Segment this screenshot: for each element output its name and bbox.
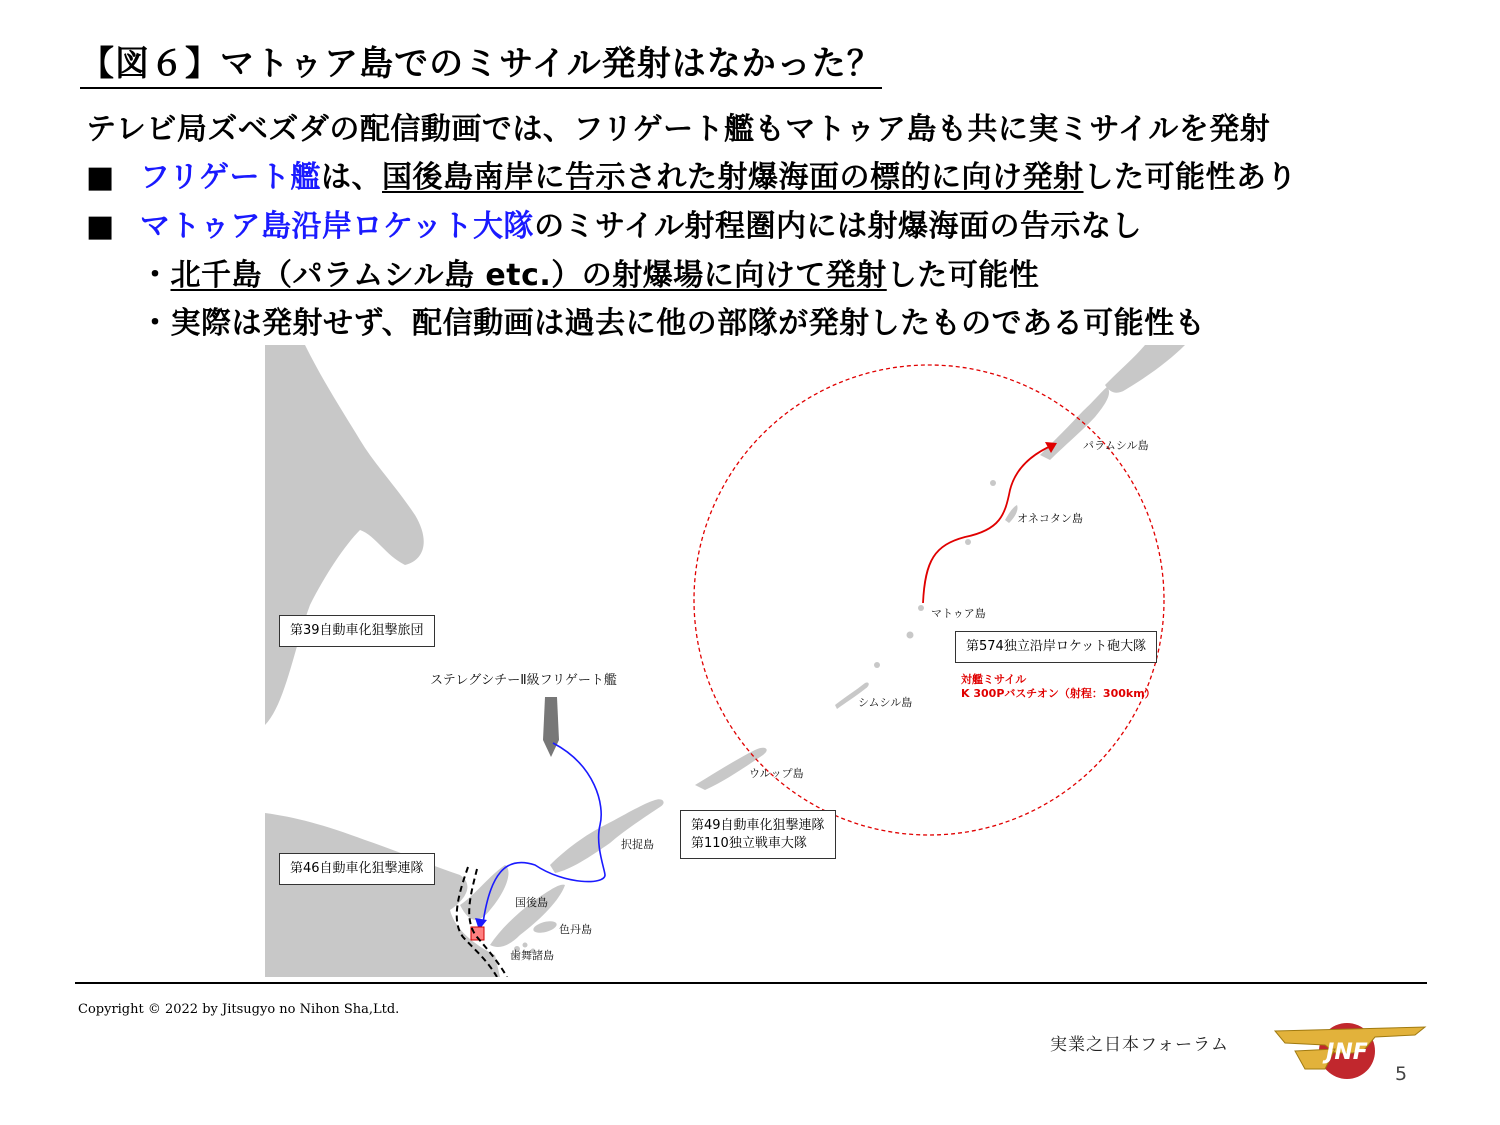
logo-text: JNF: [1326, 1040, 1368, 1065]
sakhalin-land: [265, 345, 424, 725]
bullet-mark: ■: [86, 160, 115, 195]
label-urup: ウルップ島: [749, 767, 804, 780]
islet: [874, 662, 880, 668]
label-kunashiri: 国後島: [515, 896, 548, 909]
label-simushir: シムシル島: [858, 696, 913, 709]
bullet-frigate: [86, 152, 1297, 196]
label-frigate: ステレグシチーⅡ級フリゲート艦: [430, 673, 617, 688]
bullet-text: は、: [321, 160, 383, 195]
missile-note-line2: K 300Pバスチオン（射程：300km）: [961, 687, 1156, 701]
bullet-battalion: [86, 201, 1142, 245]
sub-bullet-underline: 北千島（パラムシル島 etc.）の射爆場に向けて発射: [170, 258, 887, 293]
frigate-ship: [543, 697, 559, 757]
label-paramushir: パラムシル島: [1083, 439, 1149, 452]
missile-note: [961, 673, 1156, 702]
box-battalion574: 第574独立沿岸ロケット砲大隊: [955, 631, 1157, 663]
sub-bullet-dot: ・: [140, 258, 171, 293]
sub-bullet-past: ・実際は発射せず、配信動画は過去に他の部隊が発射したものである可能性も: [140, 306, 1206, 341]
bullet-mark: ■: [86, 209, 115, 244]
battalion-highlight: マトゥア島沿岸ロケット大隊: [139, 209, 535, 244]
sub-bullet-text: した可能性: [886, 258, 1040, 293]
missile-note-line1: 対艦ミサイル: [961, 673, 1027, 686]
label-shikotan: 色丹島: [559, 923, 592, 936]
brand-name: 実業之日本フォーラム: [1050, 1035, 1229, 1055]
bullet-underline: 国後島南岸に告示された射爆海面の標的に向け発射: [382, 160, 1084, 195]
islet: [907, 632, 914, 639]
label-matua: マトゥア島: [931, 607, 986, 620]
sub-bullet-north: [140, 250, 1039, 294]
intro-line: テレビ局ズベズダの配信動画では、フリゲート艦もマトゥア島も共に実ミサイルを発射: [86, 112, 1271, 147]
kuril-map: [265, 345, 1185, 977]
islet: [965, 539, 971, 545]
onekotan-land: [1005, 505, 1018, 523]
box-brigade39: 第39自動車化狙撃旅団: [279, 615, 435, 647]
footer-divider: [75, 982, 1427, 984]
box-regiment49-line2: 第110独立戦車大隊: [691, 835, 807, 851]
copyright: Copyright © 2022 by Jitsugyo no Nihon Sha,Ltd.: [78, 1002, 400, 1017]
hokkaido-land: [265, 813, 500, 977]
box-regiment49: [680, 810, 836, 859]
page-title: 【図６】マトゥア島でのミサイル発射はなかった？: [80, 36, 882, 89]
kamchatka-land: [1105, 345, 1185, 393]
frigate-highlight: フリゲート艦: [139, 160, 322, 195]
box-regiment49-line1: 第49自動車化狙撃連隊: [691, 818, 825, 833]
page-number: 5: [1395, 1063, 1408, 1085]
bullet-text: した可能性あり: [1083, 160, 1298, 195]
label-etorofu: 択捉島: [621, 838, 654, 851]
matua-land: [918, 605, 924, 611]
bullet-text: のミサイル射程圏内には射爆海面の告示なし: [534, 209, 1142, 244]
box-regiment46: 第46自動車化狙撃連隊: [279, 853, 435, 885]
label-habomai: 歯舞諸島: [510, 949, 554, 962]
label-onekotan: オネコタン島: [1017, 512, 1083, 525]
islet: [990, 480, 996, 486]
